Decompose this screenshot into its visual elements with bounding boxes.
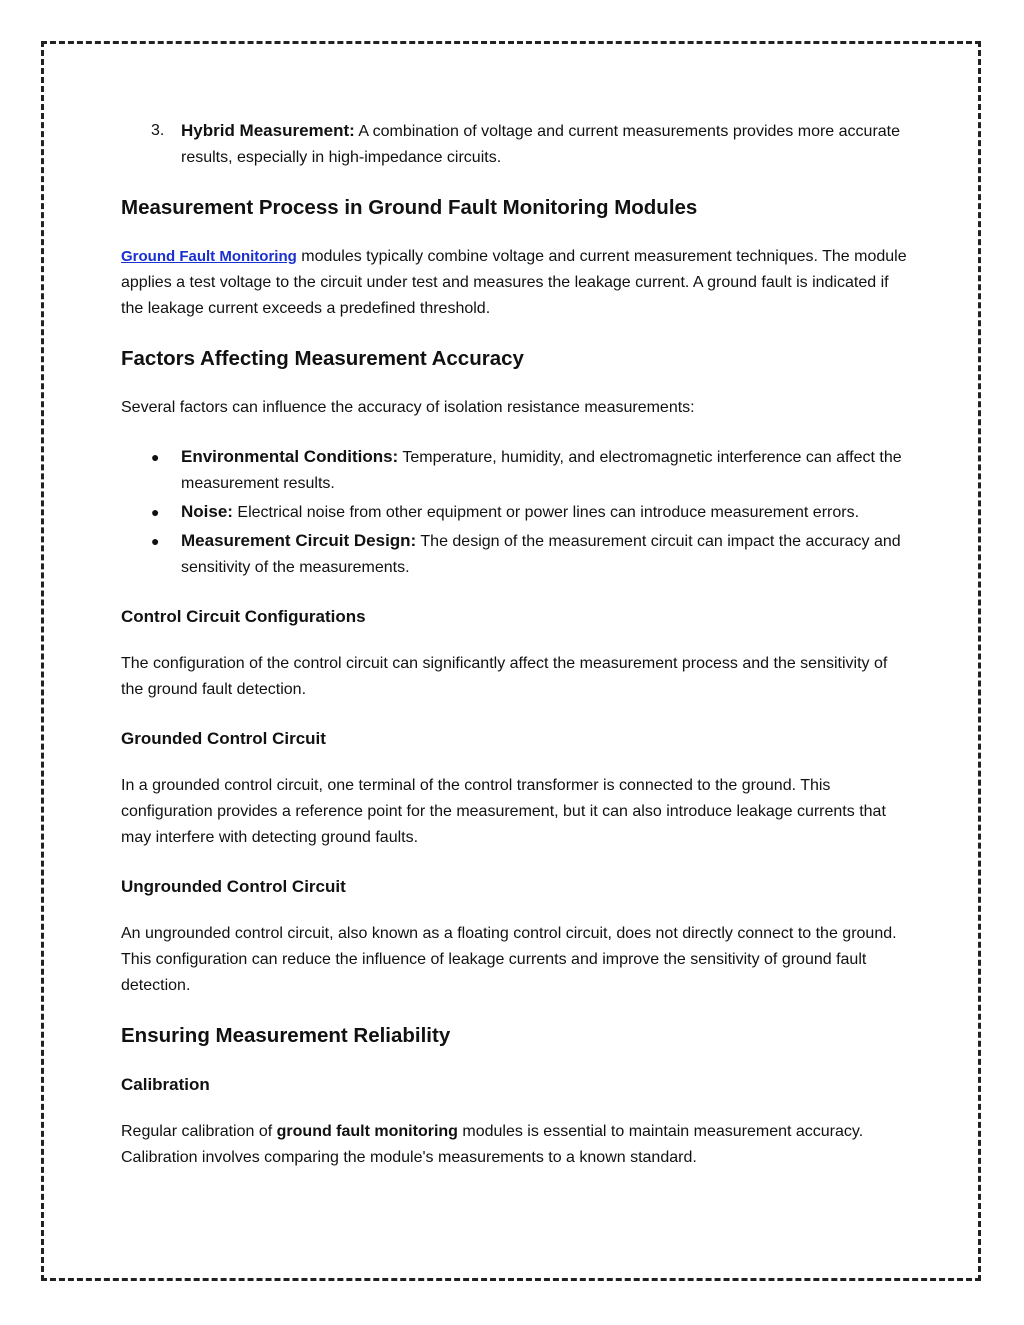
ground-fault-monitoring-link[interactable]: Ground Fault Monitoring	[121, 248, 297, 265]
paragraph-text: Regular calibration of	[121, 1123, 277, 1140]
paragraph-factors-intro: Several factors can influence the accuracy of isolation resistance measurements:	[121, 399, 695, 416]
paragraph-text: modules is essential to maintain measurement accuracy. Calibration involves comparing the module's measurements to a known standard.	[121, 1123, 864, 1166]
item-description: A combination of voltage and current measurements provides more accurate results, especially in high-impedance circuits.	[181, 123, 901, 166]
list-item	[121, 444, 911, 497]
heading-ungrounded-circuit: Ungrounded Control Circuit	[121, 877, 346, 896]
heading-measurement-process: Measurement Process in Ground Fault Monitoring Modules	[121, 196, 698, 219]
item-description: The design of the measurement circuit can impact the accuracy and sensitivity of the measurements.	[181, 533, 901, 576]
item-term: Environmental Conditions:	[181, 447, 399, 466]
paragraph-control-circuit: The configuration of the control circuit can significantly affect the measurement process and the sensitivity of the ground fault detection.	[121, 655, 888, 698]
paragraph-calibration	[121, 1119, 911, 1171]
item-description: Temperature, humidity, and electromagnetic interference can affect the measurement results.	[181, 449, 902, 492]
paragraph-text: modules typically combine voltage and current measurement techniques. The module applies a test voltage to the circuit under test and measures the leakage current. A ground fault is indicated if the leakage current exceeds a predefined threshold.	[121, 248, 907, 317]
bullet-icon: ●	[151, 504, 160, 520]
heading-control-circuit: Control Circuit Configurations	[121, 607, 366, 626]
bullet-icon: ●	[151, 449, 160, 465]
list-number: 3.	[151, 122, 165, 139]
heading-grounded-circuit: Grounded Control Circuit	[121, 729, 326, 748]
list-item	[121, 499, 911, 526]
item-term: Measurement Circuit Design:	[181, 531, 417, 550]
item-term: Noise:	[181, 502, 233, 521]
paragraph-ungrounded-circuit: An ungrounded control circuit, also known as a floating control circuit, does not directly connect to the ground. This configuration can reduce the influence of leakage currents and improve the sensitivity of ground fault detection.	[121, 925, 897, 994]
bold-term: ground fault monitoring	[276, 1123, 458, 1140]
heading-calibration: Calibration	[121, 1075, 210, 1094]
factors-list	[121, 444, 911, 581]
item-description: Electrical noise from other equipment or power lines can introduce measurement errors.	[232, 504, 860, 521]
paragraph-grounded-circuit: In a grounded control circuit, one terminal of the control transformer is connected to the ground. This configuration provides a reference point for the measurement, but it can also introduce leakage currents that may interfere with detecting ground faults.	[121, 777, 886, 846]
heading-reliability: Ensuring Measurement Reliability	[121, 1024, 451, 1047]
heading-factors: Factors Affecting Measurement Accuracy	[121, 347, 524, 370]
document-body	[121, 118, 911, 1194]
numbered-item-hybrid	[121, 118, 911, 171]
paragraph-measurement-process	[121, 244, 911, 322]
list-item	[121, 528, 911, 581]
bullet-icon: ●	[151, 533, 160, 549]
item-term: Hybrid Measurement:	[181, 121, 355, 140]
numbered-item-text	[181, 118, 911, 171]
